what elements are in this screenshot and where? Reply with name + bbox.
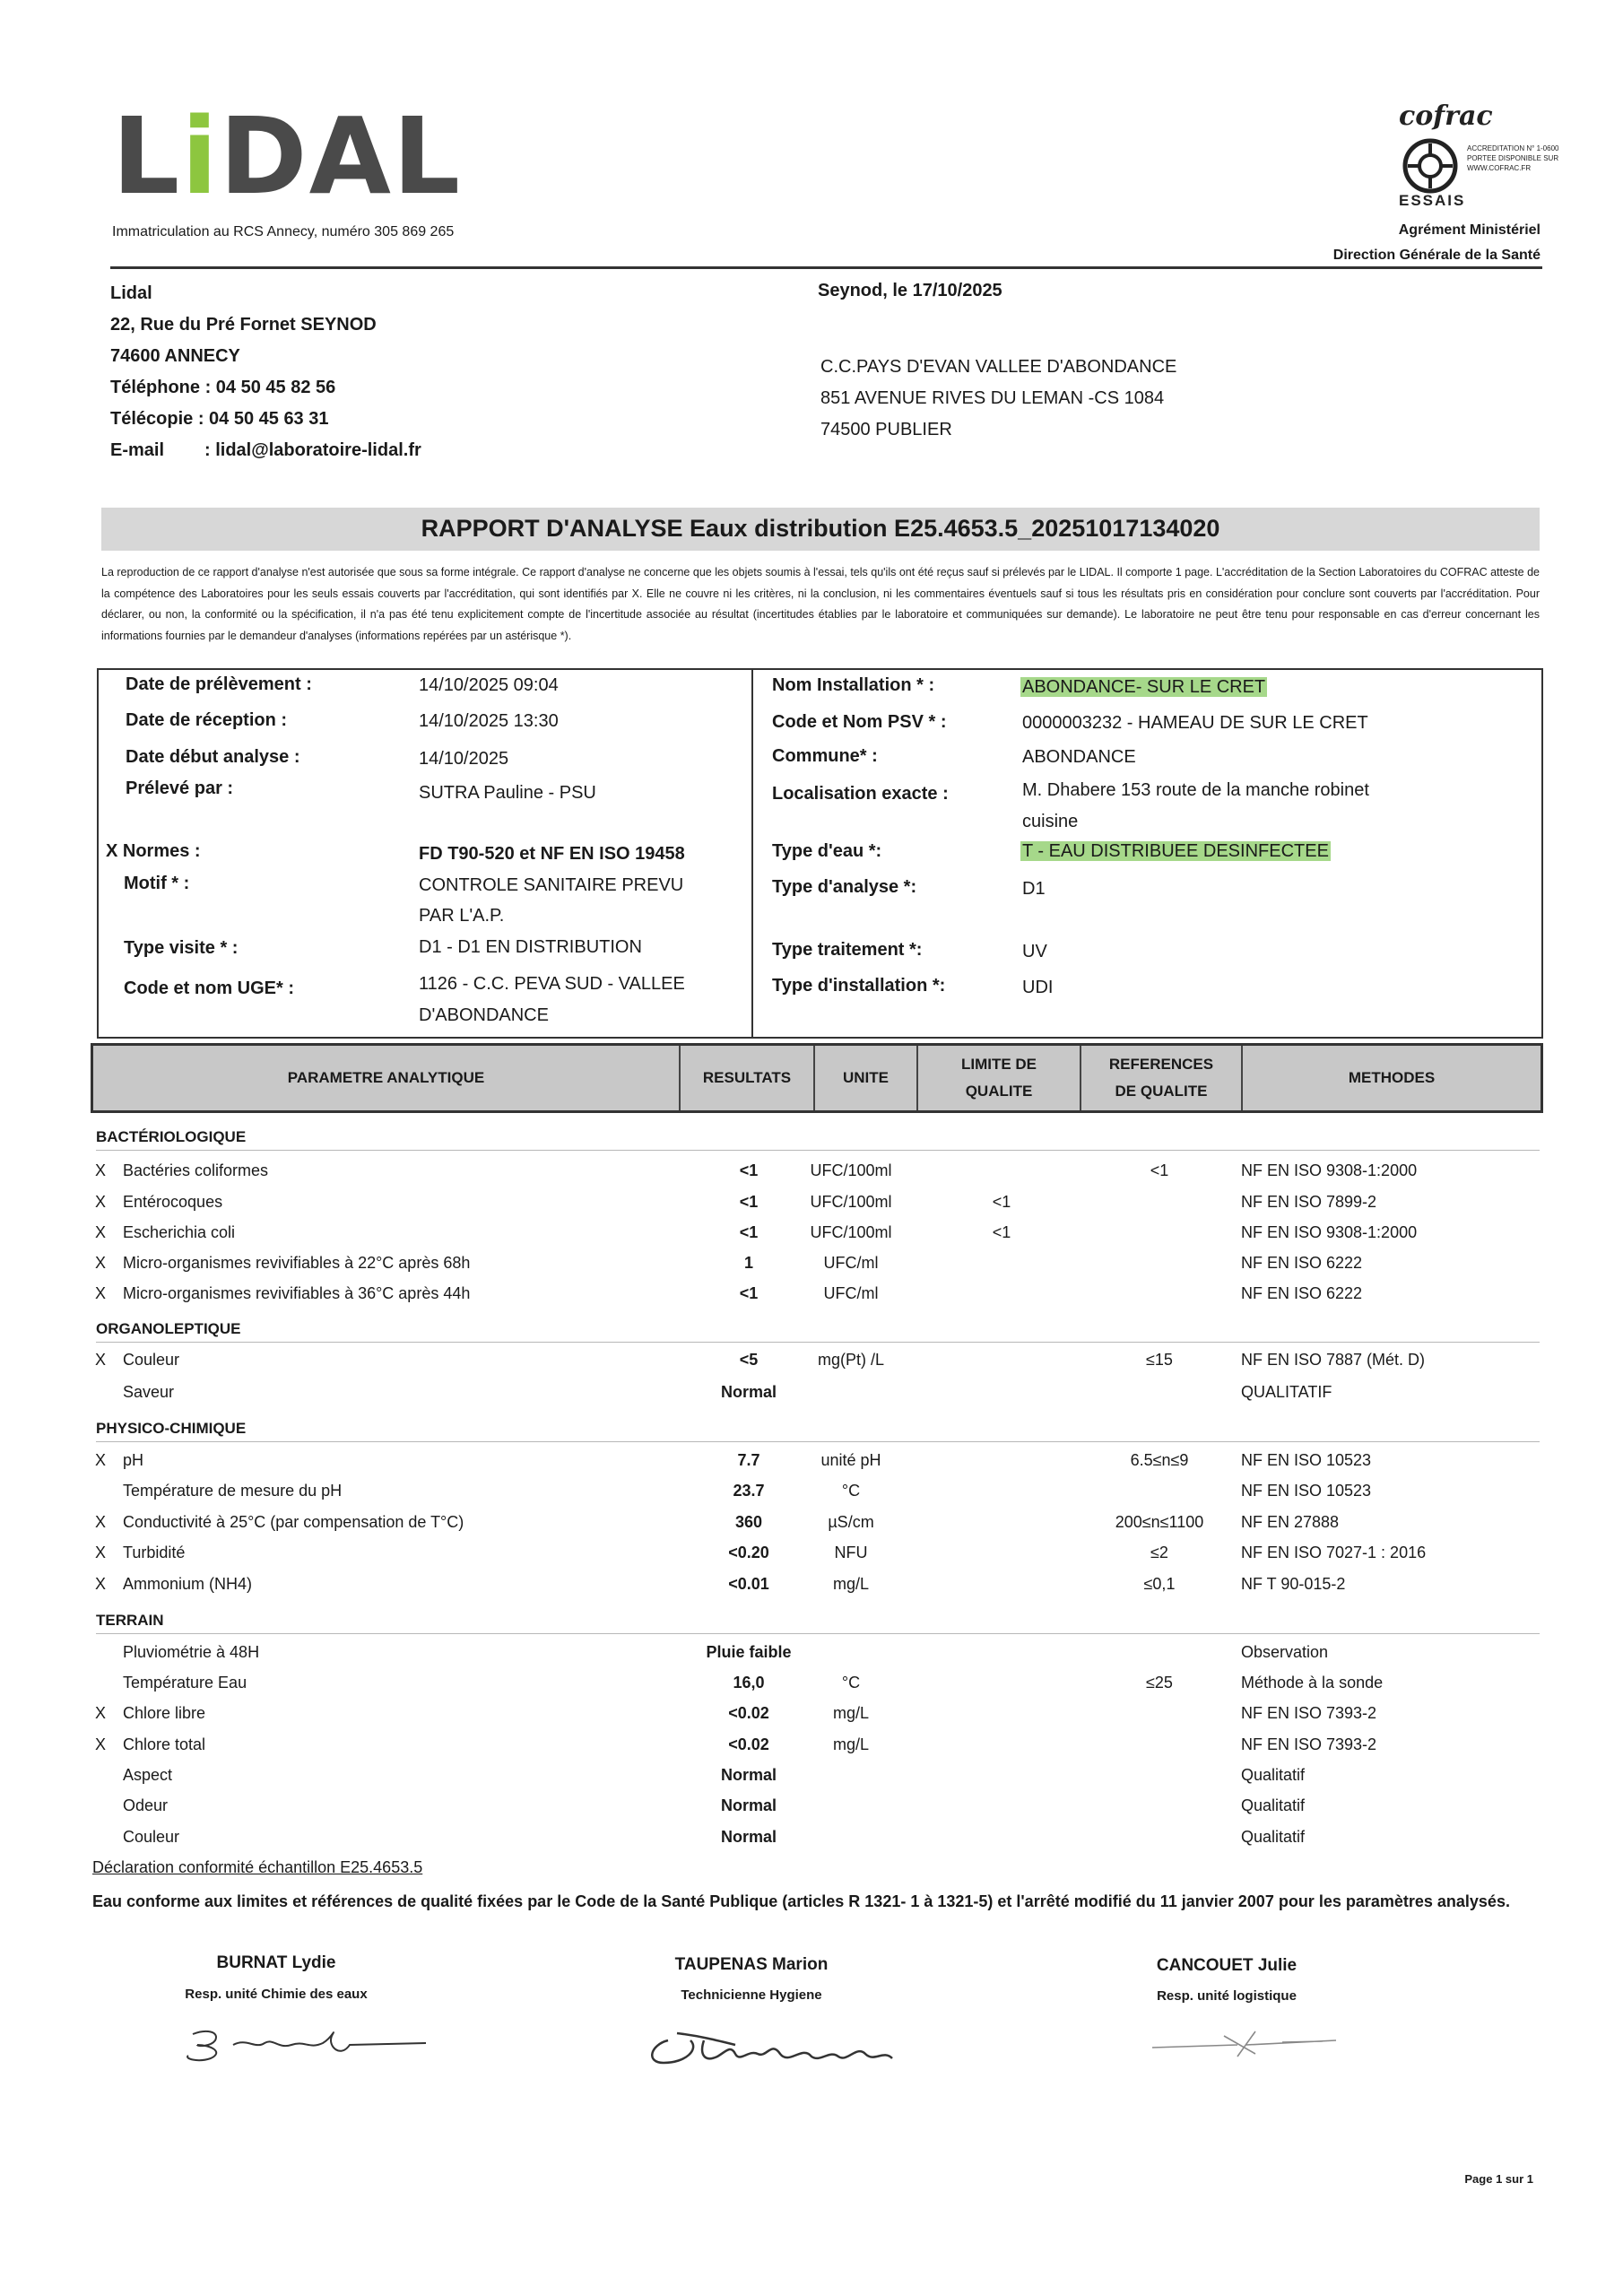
- result-value: <0.01: [728, 1575, 769, 1593]
- signatory-role: Resp. unité Chimie des eaux: [185, 1987, 368, 2002]
- quality-reference: ≤25: [1146, 1674, 1173, 1692]
- analysis-method: Observation: [1241, 1643, 1329, 1661]
- column-header-parameter: PARAMETRE ANALYTIQUE: [287, 1069, 485, 1086]
- info-value-highlighted: T - EAU DISTRIBUEE DESINFECTEE: [1022, 841, 1329, 861]
- parameter-name: Ammonium (NH4): [123, 1575, 253, 1593]
- parameter-name: Saveur: [123, 1383, 175, 1401]
- info-label: Date de réception :: [126, 710, 288, 730]
- signatory-role: Technicienne Hygiene: [681, 1987, 822, 2003]
- result-unit: NFU: [834, 1544, 868, 1561]
- result-unit: mg(Pt) /L: [817, 1351, 884, 1369]
- section-title: TERRAIN: [96, 1612, 164, 1629]
- quality-reference: ≤15: [1146, 1351, 1173, 1369]
- analysis-method: NF EN ISO 10523: [1241, 1451, 1372, 1469]
- signature-cancouet-image: [1139, 2013, 1354, 2067]
- result-unit: mg/L: [832, 1704, 870, 1722]
- analysis-method: NF EN ISO 10523: [1241, 1482, 1372, 1500]
- info-label: Code et Nom PSV * :: [772, 712, 947, 732]
- quality-reference: 200≤n≤1100: [1115, 1513, 1204, 1531]
- recipient-line1: C.C.PAYS D'EVAN VALLEE D'ABONDANCE: [820, 357, 1177, 377]
- accreditation-mark: X: [95, 1704, 107, 1722]
- parameter-name: pH: [123, 1451, 144, 1469]
- direction-generale-sante: Direction Générale de la Santé: [1332, 248, 1541, 263]
- sender-email: : lidal@laboratoire-lidal.fr: [204, 440, 421, 460]
- info-label: Type traitement *:: [772, 940, 923, 960]
- sender-telephone: Téléphone : 04 50 45 82 56: [110, 378, 336, 397]
- column-header-result: RESULTATS: [679, 1046, 813, 1110]
- info-value: 1126 - C.C. PEVA SUD - VALLEE: [419, 974, 685, 994]
- sender-street: 22, Rue du Pré Fornet SEYNOD: [110, 315, 377, 335]
- cofrac-logo-text: cofrac: [1399, 100, 1493, 132]
- info-value: SUTRA Pauline - PSU: [419, 783, 596, 803]
- info-label: Type d'installation *:: [772, 976, 946, 996]
- result-value: <0.20: [728, 1544, 769, 1561]
- agrement-ministeriel: Agrément Ministériel: [1398, 222, 1541, 238]
- parameter-name: Température Eau: [123, 1674, 247, 1692]
- info-label: Motif * :: [124, 874, 190, 893]
- info-label: Code et nom UGE* :: [124, 978, 295, 998]
- result-value: 360: [734, 1513, 763, 1531]
- parameter-name: Micro-organismes revivifiables à 36°C après 44h: [123, 1284, 471, 1302]
- info-value: ABONDANCE: [1022, 747, 1136, 767]
- accreditation-mark: X: [95, 1575, 107, 1593]
- analysis-method: NF EN ISO 7899-2: [1241, 1193, 1377, 1211]
- quality-limit: <1: [992, 1223, 1011, 1241]
- conformity-declaration: Déclaration conformité échantillon E25.4653.5: [92, 1858, 423, 1876]
- header-divider: [110, 266, 1542, 269]
- cofrac-accreditation-note: ACCREDITATION N° 1-0600 PORTEE DISPONIBLE SUR WWW.COFRAC.FR: [1467, 144, 1559, 172]
- result-value: Normal: [720, 1383, 777, 1401]
- result-value: <5: [739, 1351, 759, 1369]
- section-title: PHYSICO-CHIMIQUE: [96, 1420, 247, 1437]
- recipient-line2: 851 AVENUE RIVES DU LEMAN -CS 1084: [820, 388, 1165, 408]
- parameter-name: Température de mesure du pH: [123, 1482, 343, 1500]
- section-rule: [96, 1441, 1540, 1442]
- quality-limit: <1: [992, 1193, 1011, 1211]
- result-unit: µS/cm: [828, 1513, 874, 1531]
- result-value: Normal: [720, 1796, 777, 1814]
- result-unit: UFC/100ml: [810, 1193, 892, 1211]
- result-value: 16,0: [733, 1674, 765, 1692]
- analysis-method: NF EN ISO 9308-1:2000: [1241, 1223, 1418, 1241]
- accreditation-mark: X: [95, 1451, 107, 1469]
- result-value: 7.7: [737, 1451, 760, 1469]
- lidal-logo: LiDAL: [112, 94, 463, 218]
- rcs-registration: Immatriculation au RCS Annecy, numéro 305 869 265: [112, 224, 455, 239]
- accreditation-mark: X: [95, 1735, 107, 1753]
- analysis-method: NF EN ISO 6222: [1241, 1284, 1363, 1302]
- sender-name: Lidal: [110, 283, 152, 303]
- accreditation-mark: X: [95, 1544, 107, 1561]
- result-unit: UFC/ml: [823, 1254, 879, 1272]
- report-disclaimer: La reproduction de ce rapport d'analyse n'est autorisée que sous sa forme intégrale. Ce rapport d'analyse ne concerne que les objets soumis à l'essai, tels qu'ils ont été reçus sauf si prélevés par le LIDAL. Il comporte 1 page. L'accréditation de la Section Laboratoires du COFRAC atteste de la compétence des Laboratoires pour les seuls essais couverts par l'accréditation, qui sont identifiés par X. Elle ne couvre ni les critères, ni la conclusion, ni les commentaires éventuels sauf si tous les résultats pris en considération pour conclure sont couverts par l'accréditation. Pour déclarer, ou non, la conformité ou la spécification, il n'a pas été tenu explicitement compte de l'incertitude associée au résultat (incertitudes établies par le laboratoire et communiquées sur demande). Le laboratoire ne peut être tenu pour responsable en cas d'erreur concernant les informations fournies par le demandeur d'analyses (informations repérées par un astérisque *).: [101, 566, 1540, 642]
- result-value: <1: [739, 1284, 759, 1302]
- info-label: X Normes :: [106, 841, 201, 861]
- signature-burnat-image: [170, 2009, 439, 2072]
- result-unit: UFC/100ml: [810, 1223, 892, 1241]
- result-value: Normal: [720, 1766, 777, 1784]
- parameter-name: Turbidité: [123, 1544, 186, 1561]
- analysis-method: QUALITATIF: [1241, 1383, 1332, 1401]
- result-value: 1: [743, 1254, 753, 1272]
- analysis-method: NF EN ISO 9308-1:2000: [1241, 1161, 1418, 1179]
- cofrac-essais-label: ESSAIS: [1399, 192, 1466, 209]
- result-unit: mg/L: [832, 1735, 870, 1753]
- result-value: <1: [739, 1223, 759, 1241]
- parameter-name: Chlore libre: [123, 1704, 206, 1722]
- result-value: 23.7: [733, 1482, 765, 1500]
- info-label: Date début analyse :: [126, 747, 300, 767]
- parameter-name: Odeur: [123, 1796, 169, 1814]
- quality-reference: 6.5≤n≤9: [1130, 1451, 1189, 1469]
- analysis-method: Qualitatif: [1241, 1828, 1306, 1846]
- quality-reference: ≤2: [1150, 1544, 1168, 1561]
- analysis-method: NF EN 27888: [1241, 1513, 1340, 1531]
- sender-address-block: [110, 278, 421, 466]
- info-label: Type visite * :: [124, 938, 239, 958]
- accreditation-mark: X: [95, 1193, 107, 1211]
- column-header-limit: LIMITE DE QUALITE: [916, 1046, 1080, 1110]
- analysis-method: NF EN ISO 7393-2: [1241, 1704, 1377, 1722]
- signature-taupenas-image: [637, 2013, 915, 2081]
- analysis-method: Qualitatif: [1241, 1796, 1306, 1814]
- parameter-name: Entérocoques: [123, 1193, 223, 1211]
- info-label: Nom Installation * :: [772, 675, 935, 695]
- info-value-continued: D'ABONDANCE: [419, 1005, 549, 1025]
- analysis-method: NF EN ISO 6222: [1241, 1254, 1363, 1272]
- accreditation-mark: X: [95, 1161, 107, 1179]
- page-number: Page 1 sur 1: [1464, 2172, 1533, 2186]
- quality-reference: ≤0,1: [1143, 1575, 1176, 1593]
- section-title: ORGANOLEPTIQUE: [96, 1320, 241, 1337]
- sender-city: 74600 ANNECY: [110, 346, 240, 366]
- result-value: Normal: [720, 1828, 777, 1846]
- info-value: FD T90-520 et NF EN ISO 19458: [419, 844, 685, 864]
- signatory-name: TAUPENAS Marion: [674, 1955, 829, 1974]
- info-value: CONTROLE SANITAIRE PREVU: [419, 875, 684, 895]
- column-header-unit: UNITE: [813, 1046, 916, 1110]
- analysis-method: NF EN ISO 7887 (Mét. D): [1241, 1351, 1426, 1369]
- result-unit: unité pH: [820, 1451, 881, 1469]
- parameter-name: Conductivité à 25°C (par compensation de T°C): [123, 1513, 464, 1531]
- section-rule: [96, 1633, 1540, 1634]
- column-header-method: METHODES: [1241, 1046, 1541, 1110]
- cofrac-emblem-icon: [1399, 135, 1462, 197]
- parameter-name: Escherichia coli: [123, 1223, 236, 1241]
- info-value-continued: PAR L'A.P.: [419, 906, 505, 926]
- report-title: RAPPORT D'ANALYSE Eaux distribution E25.4653.5_20251017134020: [421, 515, 1220, 542]
- info-value: D1 - D1 EN DISTRIBUTION: [419, 937, 642, 957]
- info-value: UDI: [1022, 978, 1054, 997]
- info-label: Date de prélèvement :: [126, 674, 312, 694]
- info-label: Commune* :: [772, 746, 878, 766]
- parameter-name: Couleur: [123, 1351, 180, 1369]
- signatory-name: CANCOUET Julie: [1156, 1956, 1298, 1975]
- recipient-line3: 74500 PUBLIER: [820, 420, 952, 439]
- result-unit: UFC/ml: [823, 1284, 879, 1302]
- column-header-reference: REFERENCES DE QUALITE: [1080, 1046, 1241, 1110]
- info-label: Localisation exacte :: [772, 784, 949, 804]
- parameter-name: Chlore total: [123, 1735, 206, 1753]
- section-title: BACTÉRIOLOGIQUE: [96, 1128, 247, 1145]
- recipient-address-block: [820, 352, 1176, 446]
- parameter-name: Micro-organismes revivifiables à 22°C après 68h: [123, 1254, 471, 1272]
- accreditation-mark: X: [95, 1223, 107, 1241]
- accreditation-mark: X: [95, 1284, 107, 1302]
- analysis-method: NF EN ISO 7027-1 : 2016: [1241, 1544, 1427, 1561]
- sender-email-label: E-mail: [110, 440, 165, 460]
- info-label: Prélevé par :: [126, 778, 234, 798]
- parameter-name: Couleur: [123, 1828, 180, 1846]
- info-value-continued: cuisine: [1022, 812, 1079, 831]
- result-unit: °C: [841, 1674, 861, 1692]
- sample-info-divider: [751, 668, 753, 1039]
- result-value: <0.02: [728, 1704, 769, 1722]
- analysis-method: NF T 90-015-2: [1241, 1575, 1346, 1593]
- result-unit: °C: [841, 1482, 861, 1500]
- result-value: <1: [739, 1193, 759, 1211]
- info-value: 14/10/2025 13:30: [419, 711, 559, 731]
- conformity-statement: Eau conforme aux limites et références de qualité fixées par le Code de la Santé Publique (articles R 1321- 1 à 1321-5) et l'arrêté modifié du 11 janvier 2007 pour les paramètres analysés.: [92, 1892, 1510, 1910]
- info-label: Type d'analyse *:: [772, 877, 917, 897]
- info-value: 14/10/2025: [419, 749, 509, 769]
- section-rule: [96, 1342, 1540, 1343]
- parameter-name: Pluviométrie à 48H: [123, 1643, 260, 1661]
- info-value: D1: [1022, 879, 1046, 899]
- section-rule: [96, 1150, 1540, 1151]
- parameter-name: Bactéries coliformes: [123, 1161, 269, 1179]
- accreditation-mark: X: [95, 1351, 107, 1369]
- signatory-name: BURNAT Lydie: [216, 1953, 336, 1972]
- info-value: 14/10/2025 09:04: [419, 675, 559, 695]
- result-unit: mg/L: [832, 1575, 870, 1593]
- info-label: Type d'eau *:: [772, 841, 882, 861]
- result-unit: UFC/100ml: [810, 1161, 892, 1179]
- date-place: Seynod, le 17/10/2025: [818, 281, 1002, 300]
- info-value: 0000003232 - HAMEAU DE SUR LE CRET: [1022, 713, 1368, 733]
- quality-reference: <1: [1150, 1161, 1169, 1179]
- analysis-method: Méthode à la sonde: [1241, 1674, 1384, 1692]
- accreditation-mark: X: [95, 1254, 107, 1272]
- sender-telecopie: Télécopie : 04 50 45 63 31: [110, 409, 329, 429]
- signatory-role: Resp. unité logistique: [1157, 1988, 1297, 2004]
- info-value-highlighted: ABONDANCE- SUR LE CRET: [1022, 677, 1266, 697]
- result-value: <0.02: [728, 1735, 769, 1753]
- info-value: UV: [1022, 942, 1047, 961]
- analysis-method: NF EN ISO 7393-2: [1241, 1735, 1377, 1753]
- result-value: Pluie faible: [706, 1643, 792, 1661]
- parameter-name: Aspect: [123, 1766, 173, 1784]
- info-value: M. Dhabere 153 route de la manche robinet: [1022, 780, 1369, 800]
- result-value: <1: [739, 1161, 759, 1179]
- sender-email-line: [110, 435, 421, 466]
- analysis-method: Qualitatif: [1241, 1766, 1306, 1784]
- accreditation-mark: X: [95, 1513, 107, 1531]
